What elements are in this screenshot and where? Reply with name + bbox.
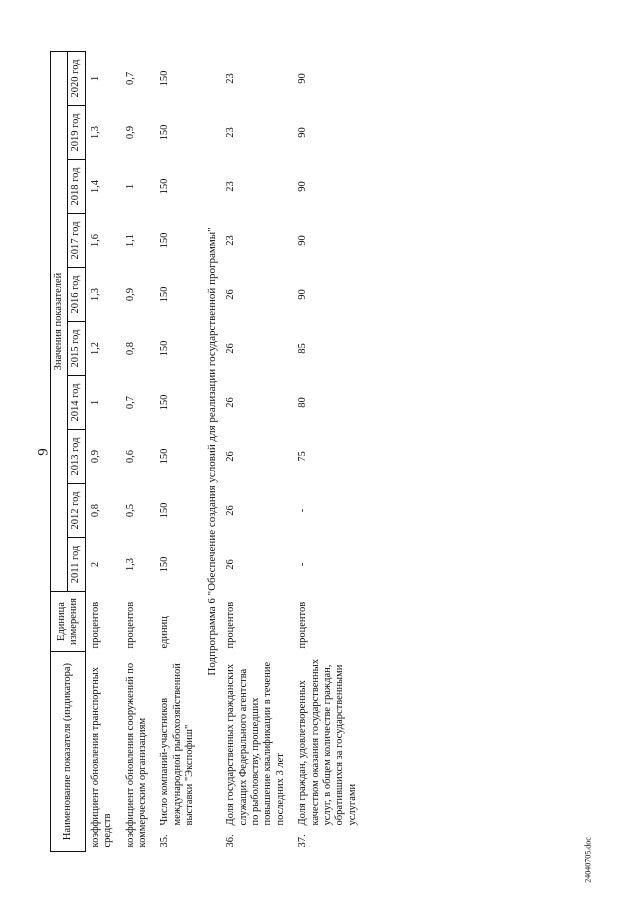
value-cell: 90	[297, 181, 309, 192]
row-number: 36.	[225, 834, 237, 848]
indicator-name-cell	[293, 652, 365, 852]
value-cell: 0,7	[124, 71, 136, 86]
value-cell: 26	[225, 451, 237, 462]
value-cell: 26	[225, 505, 237, 516]
value-cell: 1,3	[89, 287, 101, 302]
indicator-name: Доля государственных гражданских служащих Федерального агентства по рыболовству, прошедших повышение квалификации в течение последних 3 лет	[225, 661, 286, 826]
value-cell: 1,6	[89, 233, 101, 248]
value-cell: 150	[159, 448, 171, 465]
value-cell: 1,3	[89, 125, 101, 140]
value-cell: 150	[159, 232, 171, 249]
table-row	[221, 51, 293, 851]
value-cell: 0,9	[89, 449, 101, 464]
unit-cell: процентов	[124, 601, 136, 649]
value-cell: 1	[124, 183, 136, 190]
value-cell: 23	[225, 181, 237, 192]
indicator-table-rotated	[50, 52, 590, 852]
value-cell: 0,9	[124, 287, 136, 302]
indicator-name-cell	[221, 652, 293, 852]
page-number: 9	[35, 448, 52, 456]
value-cell: 1,1	[124, 233, 136, 248]
row-number: 35.	[159, 834, 171, 848]
value-cell: 150	[159, 340, 171, 357]
value-cell: 90	[297, 235, 309, 246]
value-cell: -	[297, 562, 309, 567]
value-cell: 23	[225, 235, 237, 246]
indicator-name: коэффициент обновления сооружений по коммерческим организациям	[124, 662, 148, 848]
table-row	[121, 51, 156, 851]
value-cell: 0,8	[124, 341, 136, 356]
header-year: 2017 год	[68, 214, 85, 268]
table-row	[155, 51, 202, 851]
table-row	[85, 51, 120, 851]
value-cell: 1,2	[89, 341, 101, 356]
header-year: 2012 год	[68, 484, 85, 538]
value-cell: 150	[159, 178, 171, 195]
indicator-table	[50, 51, 365, 852]
value-cell: 0,8	[89, 503, 101, 518]
unit-cell: процентов	[297, 601, 309, 649]
value-cell: 0,5	[124, 503, 136, 518]
value-cell: 90	[297, 127, 309, 138]
value-cell: 23	[225, 127, 237, 138]
value-cell: 0,9	[124, 125, 136, 140]
table-row	[293, 51, 365, 851]
indicator-name: Доля граждан, удовлетворенных качеством оказания государственных услуг, в общем количестве граждан, обратившихся за государственными услугами	[297, 659, 358, 826]
value-cell: 150	[159, 556, 171, 573]
value-cell: 26	[225, 343, 237, 354]
indicator-name: коэффициент обновления транспортных средств	[89, 666, 114, 848]
unit-cell: процентов	[225, 601, 237, 649]
header-values-group: Значения показателей	[51, 51, 68, 591]
value-cell: 0,6	[124, 449, 136, 464]
value-cell: 150	[159, 286, 171, 303]
value-cell: 90	[297, 73, 309, 84]
footer-filename: 24040705.doc	[583, 837, 593, 883]
value-cell: 23	[225, 73, 237, 84]
value-cell: 75	[297, 451, 309, 462]
value-cell: 150	[159, 394, 171, 411]
header-unit: Единица измерения	[51, 592, 86, 652]
header-year: 2018 год	[68, 160, 85, 214]
value-cell: 90	[297, 289, 309, 300]
value-cell: 1	[89, 399, 101, 406]
value-cell: 85	[297, 343, 309, 354]
header-year: 2015 год	[68, 322, 85, 376]
unit-cell: единиц	[159, 616, 171, 649]
unit-cell: процентов	[89, 601, 101, 649]
header-year: 2016 год	[68, 268, 85, 322]
value-cell: 26	[225, 397, 237, 408]
header-year: 2013 год	[68, 430, 85, 484]
value-cell: 26	[225, 289, 237, 300]
value-cell: 26	[225, 559, 237, 570]
value-cell: 80	[297, 397, 309, 408]
value-cell: -	[297, 508, 309, 513]
value-cell: 1,4	[89, 179, 101, 194]
header-name: Наименование показателя (индикатора)	[51, 652, 86, 852]
header-year: 2011 год	[68, 538, 85, 592]
indicator-name: Число компаний-участников международной рыбохозяйственной выставки "Экспофиш"	[159, 663, 195, 826]
value-cell: 1	[89, 75, 101, 82]
value-cell: 0,7	[124, 395, 136, 410]
subprogram-title: Подпрограмма 6 "Обеспечение создания условий для реализации государственной программы"	[206, 227, 219, 676]
header-year: 2014 год	[68, 376, 85, 430]
row-number: 37.	[297, 834, 309, 848]
header-year: 2019 год	[68, 106, 85, 160]
header-year: 2020 год	[68, 51, 85, 105]
indicator-name-cell	[155, 652, 202, 852]
value-cell: 1,3	[124, 557, 136, 572]
value-cell: 150	[159, 70, 171, 87]
subprogram-row	[202, 51, 221, 851]
value-cell: 150	[159, 124, 171, 141]
value-cell: 2	[89, 561, 101, 568]
value-cell: 150	[159, 502, 171, 519]
